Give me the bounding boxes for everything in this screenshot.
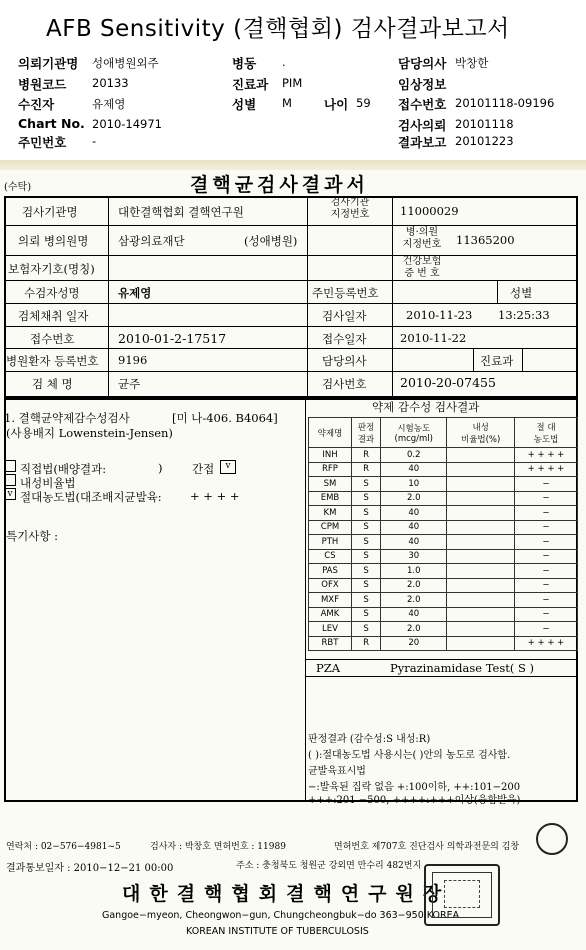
field-value: 20101118-09196	[455, 96, 555, 110]
field-label: 담당의사	[398, 56, 447, 71]
cell-label: 검사기관명	[22, 205, 78, 219]
absolute-method-checkbox: v	[4, 488, 16, 500]
absolute-method-label: 절대농도법(대조배지균발육:	[20, 490, 162, 504]
legend-line: −:발육된 집락 없음 +:100이하, ++:101−200	[308, 782, 521, 793]
cell-label: 검 체 명	[32, 377, 73, 391]
result-cell: EMB	[309, 491, 352, 506]
result-cell: LEV	[309, 622, 352, 637]
field-label: 병원코드	[18, 77, 67, 92]
col-header: 판정 결과	[351, 418, 380, 448]
cell-label: 병원환자 등록번호	[6, 354, 99, 368]
col-header: 약제명	[309, 418, 352, 448]
field-value: 성애병원외주	[92, 56, 159, 70]
result-cell: 40	[381, 535, 447, 550]
result-cell: AMK	[309, 607, 352, 622]
cell-label: 보험자기호(명칭)	[8, 262, 95, 276]
legend-line: ( ):절대농도법 사용시는( )안의 농도로 검사함.	[308, 750, 511, 761]
org-english: KOREAN INSTITUTE OF TUBERCULOSIS	[186, 926, 369, 937]
examiner-info: 검사자 : 박창호 면허번호 : 11989	[150, 842, 286, 852]
result-row	[309, 549, 578, 564]
result-cell: 30	[381, 549, 447, 564]
test-title: 1. 결핵균약제감수성검사	[4, 411, 130, 425]
cell-label: 수검자성명	[24, 286, 80, 300]
field-label: 진료과	[232, 77, 269, 92]
cell-label: 담당의사	[322, 354, 367, 368]
field-label: 수진자	[18, 97, 55, 112]
cell-value: 유제영	[118, 286, 152, 300]
round-seal-icon	[536, 823, 568, 855]
result-cell: + + + +	[514, 448, 577, 463]
cell-value: 2010-20-07455	[400, 375, 496, 390]
result-cell	[447, 549, 515, 564]
cell-value: 2010-11-22	[400, 331, 467, 345]
cell-label: 접수번호	[30, 332, 75, 346]
indirect-method-label: 간접	[192, 462, 215, 476]
field-value: 20101223	[455, 134, 514, 148]
result-cell: CS	[309, 549, 352, 564]
result-row	[309, 491, 578, 506]
cell-value: 2010-11-23	[406, 308, 473, 322]
result-cell	[447, 564, 515, 579]
remarks-label: 특기사항 :	[6, 529, 58, 543]
result-cell: −	[514, 477, 577, 492]
scanned-report	[0, 170, 586, 950]
result-cell: INH	[309, 448, 352, 463]
result-cell	[447, 535, 515, 550]
result-cell	[447, 520, 515, 535]
cell-value: 삼광의료재단	[118, 234, 185, 248]
official-seal-icon	[424, 864, 500, 926]
field-label: 결과보고	[398, 135, 447, 150]
ratio-method-checkbox	[4, 474, 16, 486]
pza-label: PZA	[316, 661, 341, 675]
result-cell: −	[514, 520, 577, 535]
result-cell	[447, 462, 515, 477]
indirect-method-checkbox: v	[220, 460, 236, 474]
result-cell: PAS	[309, 564, 352, 579]
result-cell: −	[514, 607, 577, 622]
field-label: 나이	[324, 97, 349, 112]
direct-method-label: 직접법(배양결과:	[20, 462, 107, 476]
col-header: 내성 비율법(%)	[447, 418, 515, 448]
cell-value: 9196	[118, 353, 148, 367]
result-cell: S	[351, 593, 380, 608]
result-cell: OFX	[309, 578, 352, 593]
cell-label: 검체채취 일자	[18, 309, 89, 323]
result-cell: MXF	[309, 593, 352, 608]
field-label: 성별	[232, 97, 257, 112]
cell-label: 검사일자	[322, 309, 367, 323]
control-growth-value: + + + +	[190, 489, 240, 503]
result-cell: 40	[381, 462, 447, 477]
result-cell	[447, 622, 515, 637]
col-header: 절 대 농도법	[514, 418, 577, 448]
report-title: 결핵균검사결과서	[190, 174, 369, 196]
result-row	[309, 506, 578, 521]
cell-label: 검사기관 지정번호	[330, 197, 370, 220]
result-cell: 40	[381, 520, 447, 535]
result-cell: −	[514, 578, 577, 593]
culture-medium: (사용배지 Lowenstein-Jensen)	[6, 426, 173, 440]
field-value: -	[92, 134, 97, 148]
field-value: 20101118	[455, 117, 514, 131]
result-cell: 2.0	[381, 578, 447, 593]
result-cell	[447, 506, 515, 521]
result-cell: S	[351, 607, 380, 622]
field-label: Chart No.	[18, 116, 85, 131]
org-address: Gangoe−myeon, Cheongwon−gun, Chungcheongbuk−do 363−950 KOREA	[102, 910, 460, 921]
result-cell: 40	[381, 607, 447, 622]
cell-value: 2010-01-2-17517	[118, 331, 227, 346]
result-row	[309, 477, 578, 492]
result-cell: SM	[309, 477, 352, 492]
result-cell: S	[351, 506, 380, 521]
result-row	[309, 520, 578, 535]
result-cell: −	[514, 622, 577, 637]
legend-line: 균발육표시법	[308, 766, 366, 777]
field-value: 59	[356, 96, 371, 110]
result-cell	[447, 477, 515, 492]
result-cell: −	[514, 549, 577, 564]
result-cell: + + + +	[514, 636, 577, 651]
results-title: 약제 감수성 검사결과	[372, 400, 480, 414]
result-cell: S	[351, 535, 380, 550]
address: 주소 : 충청북도 청원군 강외면 만수리 482번지	[236, 861, 422, 871]
result-row	[309, 535, 578, 550]
cell-value: 균주	[118, 377, 141, 391]
field-value: 2010-14971	[92, 117, 162, 131]
result-cell: 40	[381, 506, 447, 521]
field-value: 20133	[92, 76, 129, 90]
result-cell: 20	[381, 636, 447, 651]
cell-label: 진료과	[480, 354, 514, 368]
result-row	[309, 636, 578, 651]
field-label: 병동	[232, 56, 257, 71]
result-cell: S	[351, 578, 380, 593]
report-header	[0, 0, 586, 160]
result-row	[309, 593, 578, 608]
result-cell: RFP	[309, 462, 352, 477]
result-cell: 2.0	[381, 622, 447, 637]
susceptibility-table	[308, 417, 578, 651]
cell-label: 접수일자	[322, 332, 367, 346]
corner-label: (수탁)	[4, 182, 32, 193]
cell-value: 11365200	[456, 233, 515, 247]
field-value: PIM	[282, 76, 303, 90]
result-cell: CPM	[309, 520, 352, 535]
result-cell: 2.0	[381, 593, 447, 608]
result-cell: 0.2	[381, 448, 447, 463]
cell-label: 의뢰 병의원명	[18, 234, 89, 248]
direct-method-close: )	[158, 461, 163, 475]
cell-label: 성별	[510, 286, 533, 300]
result-cell: S	[351, 491, 380, 506]
page-title: AFB Sensitivity (결핵협회) 검사결과보고서	[46, 16, 510, 42]
cell-value: (성애병원)	[244, 234, 298, 248]
result-cell	[447, 448, 515, 463]
divider-band	[0, 160, 586, 170]
result-cell: S	[351, 622, 380, 637]
test-code: [미 나-406. B4064]	[172, 411, 278, 425]
result-row	[309, 462, 578, 477]
result-cell: S	[351, 520, 380, 535]
field-label: 검사의뢰	[398, 118, 447, 133]
legend-line: +++:201 −500, ++++:+++이상(융합발육)	[308, 795, 521, 806]
result-cell	[447, 593, 515, 608]
result-cell: R	[351, 636, 380, 651]
result-cell: −	[514, 506, 577, 521]
field-value: 유제영	[92, 97, 126, 111]
result-cell: S	[351, 549, 380, 564]
result-row	[309, 448, 578, 463]
legend-line: 판정결과 (감수성:S 내성:R)	[308, 734, 431, 745]
cell-label: 주민등록번호	[312, 286, 379, 300]
ratio-method-label: 내성비율법	[20, 476, 76, 490]
cell-value: 11000029	[400, 204, 459, 218]
result-cell: −	[514, 564, 577, 579]
field-label: 접수번호	[398, 97, 447, 112]
result-row	[309, 607, 578, 622]
result-row	[309, 578, 578, 593]
cell-label: 병·의원 지정번호	[402, 227, 442, 250]
result-cell: R	[351, 462, 380, 477]
result-cell	[447, 636, 515, 651]
cell-value: 대한결핵협회 결핵연구원	[118, 205, 244, 219]
result-cell: 2.0	[381, 491, 447, 506]
result-cell: 10	[381, 477, 447, 492]
direct-method-checkbox	[4, 460, 16, 472]
field-value: .	[282, 55, 286, 69]
field-value: M	[282, 96, 292, 110]
field-value: 박창한	[455, 56, 489, 70]
result-cell: KM	[309, 506, 352, 521]
pza-value: Pyrazinamidase Test( S )	[390, 661, 535, 675]
notice-date: 결과통보일자 : 2010−12−21 00:00	[6, 863, 174, 874]
result-row	[309, 564, 578, 579]
field-label: 주민번호	[18, 135, 67, 150]
result-cell: S	[351, 564, 380, 579]
result-cell: S	[351, 477, 380, 492]
cell-label: 건강보험 증 번 호	[402, 256, 442, 279]
result-cell: + + + +	[514, 462, 577, 477]
result-cell: −	[514, 491, 577, 506]
cell-label: 검사번호	[322, 377, 367, 391]
result-row	[309, 622, 578, 637]
result-cell	[447, 578, 515, 593]
result-cell: PTH	[309, 535, 352, 550]
result-cell: −	[514, 535, 577, 550]
result-cell	[447, 491, 515, 506]
org-name: 대한결핵협회결핵연구원장	[122, 883, 451, 905]
result-cell: −	[514, 593, 577, 608]
result-cell: R	[351, 448, 380, 463]
col-header: 시험농도 (mcg/ml)	[381, 418, 447, 448]
contact-info: 연락처 : 02−576−4981~5	[6, 842, 121, 852]
result-cell	[447, 607, 515, 622]
field-label: 의뢰기관명	[18, 56, 79, 71]
result-cell: 1.0	[381, 564, 447, 579]
result-cell: RBT	[309, 636, 352, 651]
cell-value: 13:25:33	[498, 308, 550, 322]
license-info: 면허번호 제707호 진단검사 의학과전문의 김창	[334, 842, 520, 852]
field-label: 임상정보	[398, 77, 447, 92]
